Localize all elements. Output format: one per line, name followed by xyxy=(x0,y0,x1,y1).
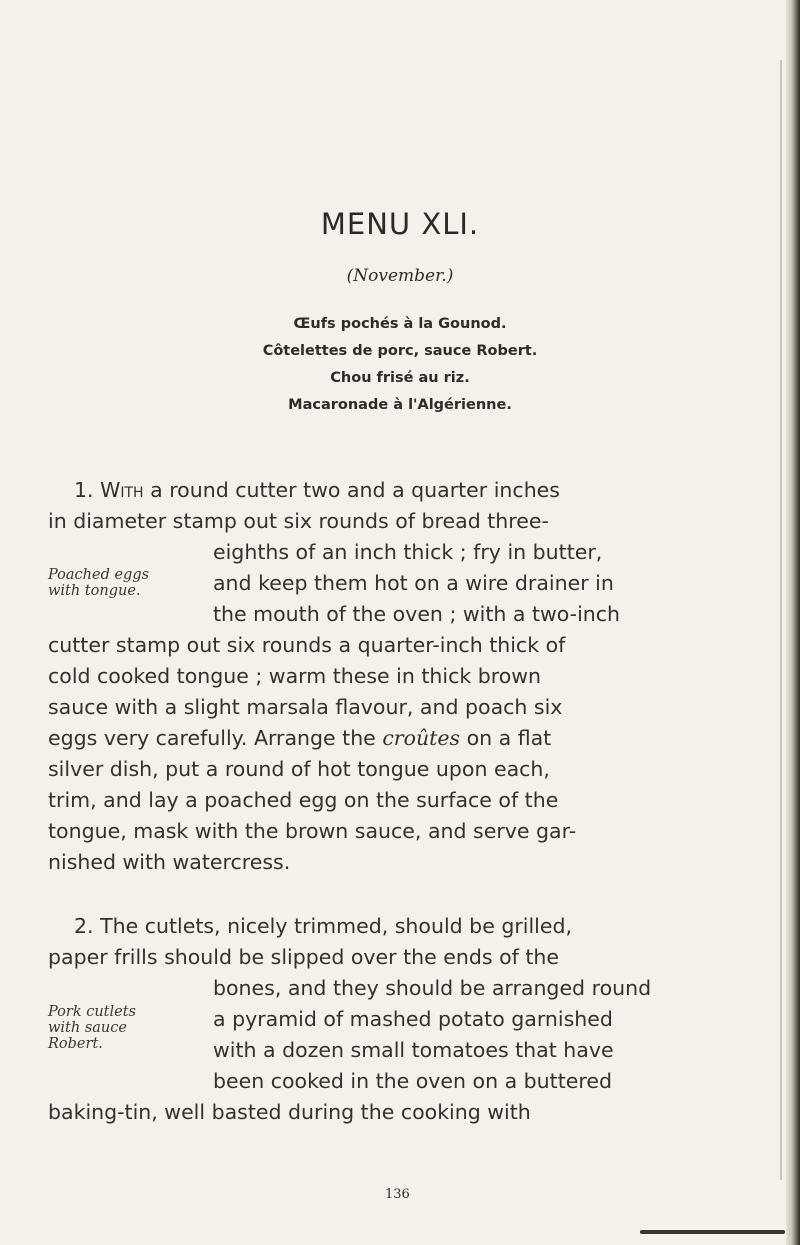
paragraph-line: trim, and lay a poached egg on the surface of the xyxy=(48,788,559,812)
page-edge-shadow xyxy=(780,60,782,1180)
menu-item: Chou frisé au riz. xyxy=(330,370,470,386)
paragraph-line: bones, and they should be arranged round xyxy=(213,976,652,1000)
paragraph-line: in diameter stamp out six rounds of bread three- xyxy=(48,509,549,533)
paragraph-line: cold cooked tongue ; warm these in thick brown xyxy=(48,664,542,688)
paragraph-line: silver dish, put a round of hot tongue upon each, xyxy=(48,757,550,781)
paragraph-line: sauce with a slight marsala flavour, and poach six xyxy=(48,695,563,719)
paragraph-line: 2. The cutlets, nicely trimmed, should be grilled, xyxy=(74,914,572,938)
first-word: With xyxy=(100,478,144,502)
paragraph-line: the mouth of the oven ; with a two-inch xyxy=(213,602,621,626)
section-number: 1. xyxy=(74,478,94,502)
page-binding-edge xyxy=(786,0,800,1245)
menu-item: Côtelettes de porc, sauce Robert. xyxy=(262,343,538,359)
line-text: a round cutter two and a quarter inches xyxy=(150,478,560,502)
margin-note: Poached eggs with tongue. xyxy=(48,567,150,599)
menu-subtitle: (November.) xyxy=(346,266,454,286)
paragraph-line: baking-tin, well basted during the cooking with xyxy=(48,1100,531,1124)
paragraph-line: with a dozen small tomatoes that have xyxy=(213,1038,614,1062)
italic-word: croûtes xyxy=(382,726,461,750)
paragraph-line: a pyramid of mashed potato garnished xyxy=(213,1007,613,1031)
paragraph-line: eighths of an inch thick ; fry in butter, xyxy=(213,540,603,564)
menu-item: Macaronade à l'Algérienne. xyxy=(288,397,512,413)
paragraph-line: cutter stamp out six rounds a quarter-inch thick of xyxy=(48,633,566,657)
paragraph-line: and keep them hot on a wire drainer in xyxy=(213,571,614,595)
menu-item: Œufs pochés à la Gounod. xyxy=(293,316,507,332)
paragraph-line: paper frills should be slipped over the ends of the xyxy=(48,945,560,969)
paragraph-line: eggs very carefully. Arrange the croûtes on a flat xyxy=(48,726,552,750)
menu-title: MENU XLI. xyxy=(320,207,480,241)
paragraph-line xyxy=(74,478,560,502)
page-bottom-mark xyxy=(640,1230,785,1234)
paragraph-line: nished with watercress. xyxy=(48,850,291,874)
margin-note: Pork cutlets with sauce Robert. xyxy=(48,1004,136,1052)
paragraph-line: been cooked in the oven on a buttered xyxy=(213,1069,612,1093)
paragraph-line: tongue, mask with the brown sauce, and serve gar- xyxy=(48,819,577,843)
page-number: 136 xyxy=(385,1187,410,1202)
